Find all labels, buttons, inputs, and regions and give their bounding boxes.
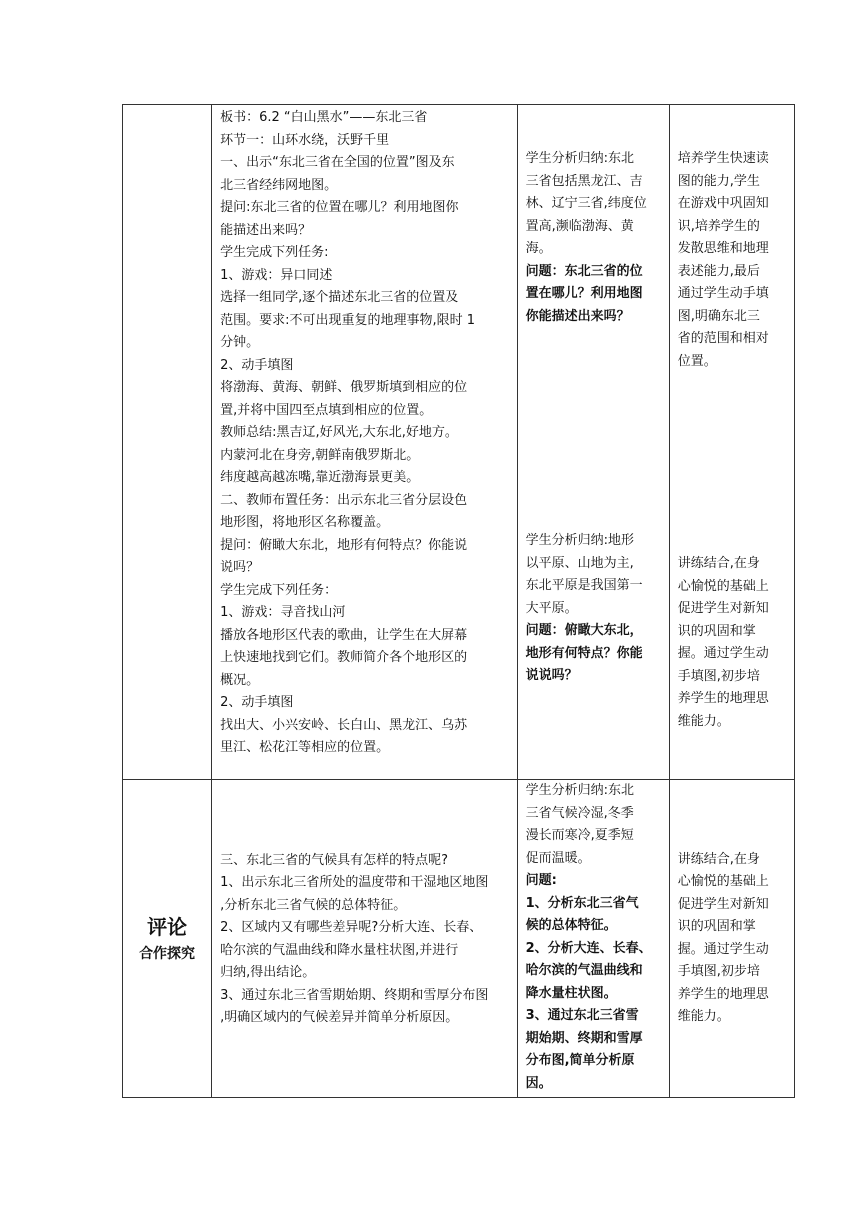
text-line: 学生完成下列任务: — [220, 245, 329, 260]
text-line: 因。 — [525, 1075, 552, 1091]
text-line: 促进学生对新知 — [677, 601, 769, 616]
text-line: 发散思维和地理 — [677, 241, 769, 256]
text-line: 选择一组同学,逐个描述东北三省的位置及 — [220, 290, 459, 305]
teaching-content-cell — [212, 780, 517, 1098]
text-line: 你能描述出来吗？ — [525, 308, 630, 324]
text-line: 能描述出来吗？ — [220, 222, 312, 238]
text-line: 问题：东北三省的位 — [525, 263, 643, 279]
text-line: 降水量柱状图。 — [525, 985, 617, 1001]
content-lines — [220, 107, 516, 760]
text-line: 哈尔滨的气温曲线和降水量柱状图,并进行 — [220, 942, 459, 958]
stage-cell — [123, 780, 212, 1098]
text-line: 3、通过东北三省雪期始期、终期和雪厚分布图 — [220, 987, 489, 1003]
text-line: 养学生的地理思 — [677, 986, 769, 1002]
text-line: 一、出示“东北三省在全国的位置”图及东 — [220, 155, 455, 170]
text-line: 说说吗？ — [525, 668, 578, 683]
text-line: 省的范围和相对 — [677, 331, 769, 346]
text-line: 范围。要求:不可出现重复的地理事物,限时 1 — [220, 312, 476, 328]
text-line: 概况。 — [220, 672, 260, 688]
text-line: 图的能力,学生 — [677, 173, 760, 189]
text-line: 海。 — [525, 241, 552, 256]
text-line: 3、通过东北三省雪 — [525, 1008, 639, 1023]
text-line: 促而温暖。 — [525, 850, 591, 866]
text-line: ,分析东北三省气候的总体特征。 — [220, 897, 407, 913]
text-line: 2、动手填图 — [220, 357, 294, 373]
student-activity-cell — [517, 105, 669, 780]
text-line: 讲练结合,在身 — [677, 556, 760, 571]
question-location — [526, 261, 669, 329]
text-line: 内蒙河北在身旁,朝鲜南俄罗斯北。 — [220, 447, 420, 463]
text-line: 1、游戏：异口同述 — [220, 267, 333, 283]
text-line: 学生分析归纳:东北 — [525, 151, 634, 166]
text-line: 维能力。 — [677, 713, 730, 729]
text-line: 问题：俯瞰大东北， — [525, 623, 643, 638]
text-line: 找出大、小兴安岭、长白山、黑龙江、乌苏 — [220, 717, 468, 733]
text-line: 维能力。 — [677, 1009, 730, 1024]
text-line: 期始期、终期和雪厚 — [525, 1030, 643, 1046]
table-row — [123, 105, 795, 780]
text-line: 养学生的地理思 — [677, 691, 769, 706]
text-line: 置在哪儿？利用地图 — [525, 286, 643, 301]
text-line: 1、游戏：寻音找山河 — [220, 605, 346, 620]
text-line: 三省气候冷湿,冬季 — [525, 805, 634, 821]
text-line: 林、辽宁三省,纬度位 — [525, 196, 647, 211]
questions-climate — [526, 870, 669, 1095]
teaching-content-cell — [212, 105, 517, 780]
text-line: 在游戏中巩固知 — [677, 196, 769, 211]
text-line: 漫长而寒冷,夏季短 — [525, 828, 634, 843]
text-line: 识的巩固和掌 — [677, 623, 756, 639]
text-line: 北三省经纬网地图。 — [220, 177, 338, 193]
stage-cell-empty — [123, 105, 212, 780]
design-intent-cell — [669, 105, 794, 780]
text-line: 归纳,得出结论。 — [220, 965, 316, 980]
text-line: 表述能力,最后 — [677, 263, 760, 279]
text-line: 手填图,初步培 — [677, 668, 760, 684]
text-line: 识的巩固和掌 — [677, 919, 756, 934]
text-line: 手填图,初步培 — [677, 964, 760, 979]
text-line: 播放各地形区代表的歌曲，让学生在大屏幕 — [220, 627, 468, 643]
text-line: 问题: — [525, 873, 557, 888]
student-activity-cell — [517, 780, 669, 1098]
text-line: 东北平原是我国第一 — [525, 578, 643, 593]
text-line: 地形图，将地形区名称覆盖。 — [220, 515, 390, 530]
intent-reading-maps — [678, 148, 794, 373]
text-line: 通过学生动手填 — [677, 286, 769, 301]
text-line: 上快速地找到它们。教师简介各个地形区的 — [220, 650, 468, 665]
student-summary-terrain — [526, 530, 669, 620]
text-line: 2、动手填图 — [220, 695, 294, 710]
text-line: 1、分析东北三省气 — [525, 895, 639, 911]
student-summary-location — [526, 148, 669, 261]
lesson-plan-table — [122, 104, 795, 1098]
stage-title: 评论 — [147, 914, 188, 939]
text-line: 置,并将中国四至点填到相应的位置。 — [220, 402, 433, 418]
student-summary-climate — [526, 780, 669, 870]
text-line: 识,培养学生的 — [677, 218, 760, 234]
text-line: 置高,濒临渤海、黄 — [525, 218, 634, 234]
text-line: 将渤海、黄海、朝鲜、俄罗斯填到相应的位 — [220, 380, 468, 395]
text-line: 心愉悦的基础上 — [677, 874, 769, 889]
text-line: 里江、松花江等相应的位置。 — [220, 740, 390, 755]
design-intent-cell — [669, 780, 794, 1098]
text-line: 哈尔滨的气温曲线和 — [525, 963, 643, 978]
text-line: 提问：俯瞰大东北，地形有何特点？你能说 — [220, 537, 468, 553]
text-line: 教师总结:黑吉辽,好风光,大东北,好地方。 — [220, 425, 458, 440]
question-terrain — [526, 620, 669, 688]
text-line: 学生完成下列任务： — [220, 582, 338, 598]
text-line: 提问:东北三省的位置在哪儿？利用地图你 — [220, 200, 459, 215]
text-line: 学生分析归纳:东北 — [525, 783, 634, 798]
text-line: 三、东北三省的气候具有怎样的特点呢? — [220, 852, 449, 868]
text-line: 分布图,简单分析原 — [525, 1053, 635, 1068]
text-line: 讲练结合,在身 — [677, 851, 760, 867]
intent-practice — [678, 553, 794, 733]
text-line: 2、区域内又有哪些差异呢?分析大连、长春、 — [220, 920, 483, 935]
text-line: 候的总体特征。 — [525, 918, 617, 933]
text-line: 握。通过学生动 — [677, 646, 769, 661]
text-line: 2、分析大连、长春、 — [525, 940, 652, 956]
text-line: 二、教师布置任务：出示东北三省分层设色 — [220, 492, 468, 508]
text-line: 以平原、山地为主, — [525, 555, 634, 571]
text-line: 说吗？ — [220, 560, 260, 575]
text-line: 地形有何特点？你能 — [525, 645, 643, 661]
text-line: 图,明确东北三 — [677, 308, 760, 324]
content-lines-climate — [220, 850, 516, 1030]
text-line: 环节一：山环水绕，沃野千里 — [220, 132, 390, 148]
text-line: 培养学生快速读 — [677, 151, 769, 166]
text-line: 握。通过学生动 — [677, 941, 769, 957]
text-line: 大平原。 — [525, 600, 578, 616]
text-line: 学生分析归纳:地形 — [525, 533, 634, 548]
stage-subtitle: 合作探究 — [139, 945, 196, 962]
text-line: 三省包括黑龙江、吉 — [525, 173, 643, 189]
text-line: 纬度越高越冻嘴,靠近渤海景更美。 — [220, 470, 420, 485]
text-line: 板书：6.2 “白山黑水”——东北三省 — [220, 110, 428, 125]
text-line: 分钟。 — [220, 335, 260, 350]
text-line: 心愉悦的基础上 — [677, 578, 769, 594]
text-line: 1、出示东北三省所处的温度带和干湿地区地图 — [220, 875, 489, 890]
text-line: ,明确区域内的气候差异并简单分析原因。 — [220, 1010, 459, 1025]
text-line: 促进学生对新知 — [677, 896, 769, 912]
table-row — [123, 780, 795, 1098]
intent-climate — [678, 849, 794, 1029]
text-line: 位置。 — [677, 353, 717, 369]
